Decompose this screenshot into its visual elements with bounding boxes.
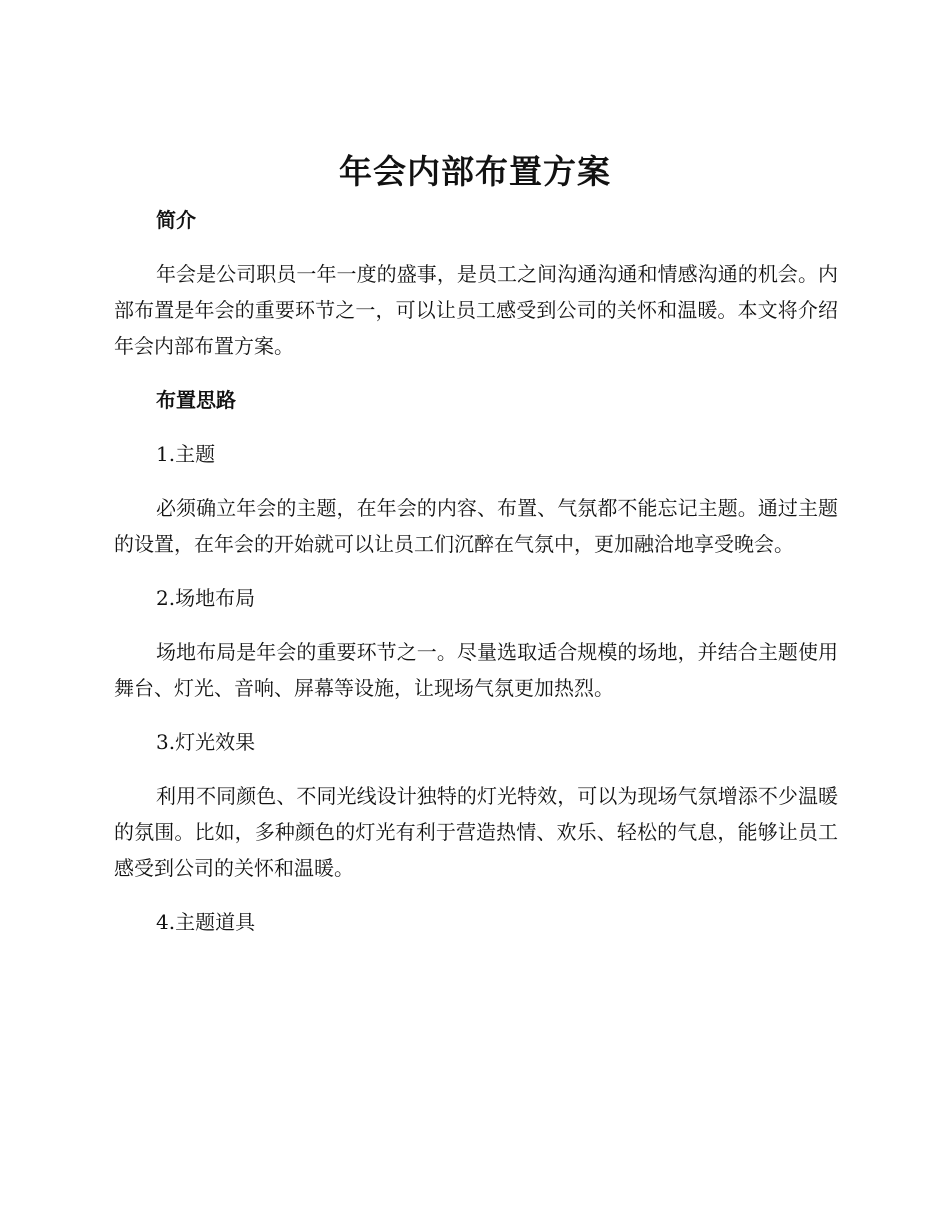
document-body bbox=[114, 202, 838, 958]
section-heading-intro: 简介 bbox=[156, 208, 196, 232]
item-paragraph-lighting: 利用不同颜色、不同光线设计独特的灯光特效，可以为现场气氛增添不少温暖的氛围。比如，多种颜色的灯光有利于营造热情、欢乐、轻松的气息，能够让员工感受到公司的关怀和温暖。 bbox=[114, 784, 838, 880]
item-label-venue-layout: 2.场地布局 bbox=[156, 586, 256, 610]
intro-paragraph: 年会是公司职员一年一度的盛事，是员工之间沟通沟通和情感沟通的机会。内部布置是年会的重要环节之一，可以让员工感受到公司的关怀和温暖。本文将介绍年会内部布置方案。 bbox=[114, 262, 838, 358]
item-label-theme: 1.主题 bbox=[156, 442, 216, 466]
section-heading-approach: 布置思路 bbox=[156, 388, 236, 412]
item-label-lighting: 3.灯光效果 bbox=[156, 730, 256, 754]
item-paragraph-venue-layout: 场地布局是年会的重要环节之一。尽量选取适合规模的场地，并结合主题使用舞台、灯光、音响、屏幕等设施，让现场气氛更加热烈。 bbox=[114, 640, 838, 700]
item-label-theme-props: 4.主题道具 bbox=[156, 910, 256, 934]
item-paragraph-theme: 必须确立年会的主题，在年会的内容、布置、气氛都不能忘记主题。通过主题的设置，在年会的开始就可以让员工们沉醉在气氛中，更加融洽地享受晚会。 bbox=[114, 496, 838, 556]
document-title: 年会内部布置方案 bbox=[339, 152, 611, 191]
